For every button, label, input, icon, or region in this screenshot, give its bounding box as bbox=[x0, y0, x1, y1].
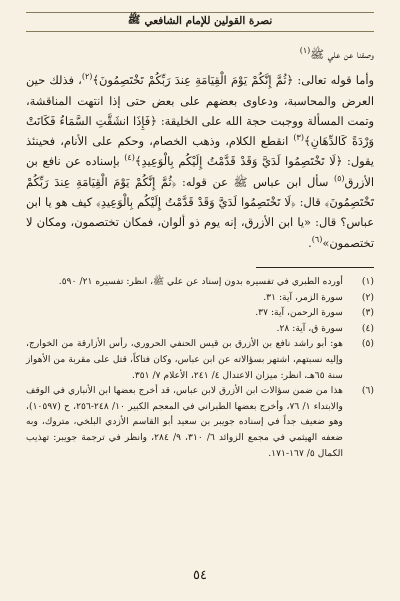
text-segment: انقطع الكلام، وذهب الخصام، وحكم على الأنام، فحينئذ يقول: bbox=[26, 134, 374, 169]
header-title-wrap bbox=[122, 14, 279, 29]
footnote-text: سورة ق، آية: ٢٨. bbox=[276, 322, 343, 334]
text-segment: قال: bbox=[295, 195, 325, 210]
text-segment: وأما قوله تعالى: bbox=[293, 73, 375, 88]
text-segment: بإسناده عن نافع بن الأزرق bbox=[26, 154, 374, 189]
footnote-text: هذا من ضمن سؤالات ابن الأزرق لابن عباس، قد أخرج بعضها ابن الأنباري في الوقف والابتداء ١/ ٧٦، وأخرج بعضها الطبراني في المعجم الكبير ١٠/ ٢٤٨-٢٥٦، ح (١٠٥٩٧)، وهو ضعيف جداً في إسناده جويبر بن سعيد أبو القاسم الأزدي البلخي، متروك، وبه ضعفه الهيثمي في مجمع الزوائد ٦/ ٣١٠، ٩/ ٢٨٤، وانظر في ترجمة جويبر: تهذيب الكمال ٥/ ١٦٧-١٧١. bbox=[26, 385, 343, 459]
paragraph-1 bbox=[26, 44, 374, 64]
footnote-text: هو: أبو راشد نافع بن الأزرق بن قيس الحنفي الحروري، رأس الأزارقة من الخوارج، وإليه نسبتهم، اشتهر بسؤالاته عن ابن عباس، وكان فتاكاً، قتل على مقربة من الأهواز سنة ٦٥هـ، انظر: ميزان الاعتدال ٤/ ٢٤١، الأعلام ٧/ ٣٥١. bbox=[26, 338, 343, 381]
text-segment: كيف هو يا ابن عباس؟ قال: «يا ابن الأزرق، إنه يوم ذو ألوان، فمكان تختصمون، ومكان لا تختصمون» bbox=[26, 195, 374, 250]
footnote-text: أورده الطبري في تفسيره بدون إسناد عن علي ﷺ، انظر: تفسيره ٢١/ ٥٩٠. bbox=[58, 275, 343, 287]
footnote-ref-5: (٥) bbox=[333, 173, 345, 183]
quran-verse-2: ﴿فَإِذَا انشَقَّتِ السَّمَاءُ فَكَانَتْ وَرْدَةً كَالدِّهَانِ﴾ bbox=[26, 113, 374, 149]
footnote-number: (١) bbox=[361, 275, 374, 287]
footnote-ref-3: (٣) bbox=[293, 133, 304, 143]
footnote-ref-4: (٤) bbox=[124, 153, 135, 163]
page-number: ٥٤ bbox=[193, 568, 207, 583]
footnote-item bbox=[26, 274, 374, 290]
text-segment: . bbox=[308, 235, 312, 250]
footnote-item bbox=[26, 305, 374, 321]
footnote-item bbox=[26, 321, 374, 337]
quran-verse-5: ﴿لَا تَخْتَصِمُوا لَدَيَّ وَقَدْ قَدَّمْتُ إِلَيْكُم بِالْوَعِيدِ﴾ bbox=[96, 195, 296, 210]
running-header bbox=[26, 6, 374, 36]
quran-verse-3: ﴿لَا تَخْتَصِمُوا لَدَيَّ وَقَدْ قَدَّمْتُ إِلَيْكُم بِالْوَعِيدِ﴾ bbox=[134, 154, 343, 169]
text-segment: ، فذلك حين العرض والمحاسبة، ودعاوى بعضهم على بعض حتى إذا انتهت المناقشة، وتمت المسألة ووجبت حجة الله على الخليقة: bbox=[26, 73, 374, 128]
footnote-item bbox=[26, 290, 374, 306]
paragraph-1-text: وصفنا عن علي ﷺ bbox=[310, 47, 374, 61]
quran-verse-4: ﴿ثُمَّ إِنَّكُمْ يَوْمَ الْقِيَامَةِ عِندَ رَبِّكُمْ تَخْتَصِمُونَ﴾ bbox=[26, 174, 374, 210]
footnote-number: (٤) bbox=[361, 322, 374, 334]
paragraph-2 bbox=[26, 70, 374, 253]
footnote-separator bbox=[256, 267, 374, 268]
footnote-text: سورة الزمر، آية: ٣١. bbox=[263, 291, 343, 303]
footnote-ref-1: (١) bbox=[299, 46, 311, 56]
footnote-number: (٣) bbox=[361, 307, 374, 319]
footnote-number: (٦) bbox=[361, 385, 374, 397]
text-segment: سأل ابن عباس ﷺ عن قوله: bbox=[176, 174, 334, 189]
footnote-number: (٥) bbox=[361, 338, 374, 350]
footnotes bbox=[26, 274, 374, 461]
header-honorific: ﷺ bbox=[127, 13, 141, 26]
footnote-number: (٢) bbox=[361, 291, 374, 303]
footnote-item bbox=[26, 336, 374, 383]
header-title: نصرة القولين للإمام الشافعي bbox=[144, 15, 273, 27]
main-text bbox=[26, 44, 374, 253]
footnote-text: سورة الرحمن، آية: ٣٧. bbox=[255, 307, 343, 319]
footnote-ref-2: (٢) bbox=[81, 72, 93, 82]
quran-verse-1: ﴿ثُمَّ إِنَّكُمْ يَوْمَ الْقِيَامَةِ عِندَ رَبِّكُمْ تَخْتَصِمُونَ﴾ bbox=[92, 73, 294, 88]
footnote-item bbox=[26, 383, 374, 461]
footnote-ref-6: (٦) bbox=[311, 234, 323, 244]
